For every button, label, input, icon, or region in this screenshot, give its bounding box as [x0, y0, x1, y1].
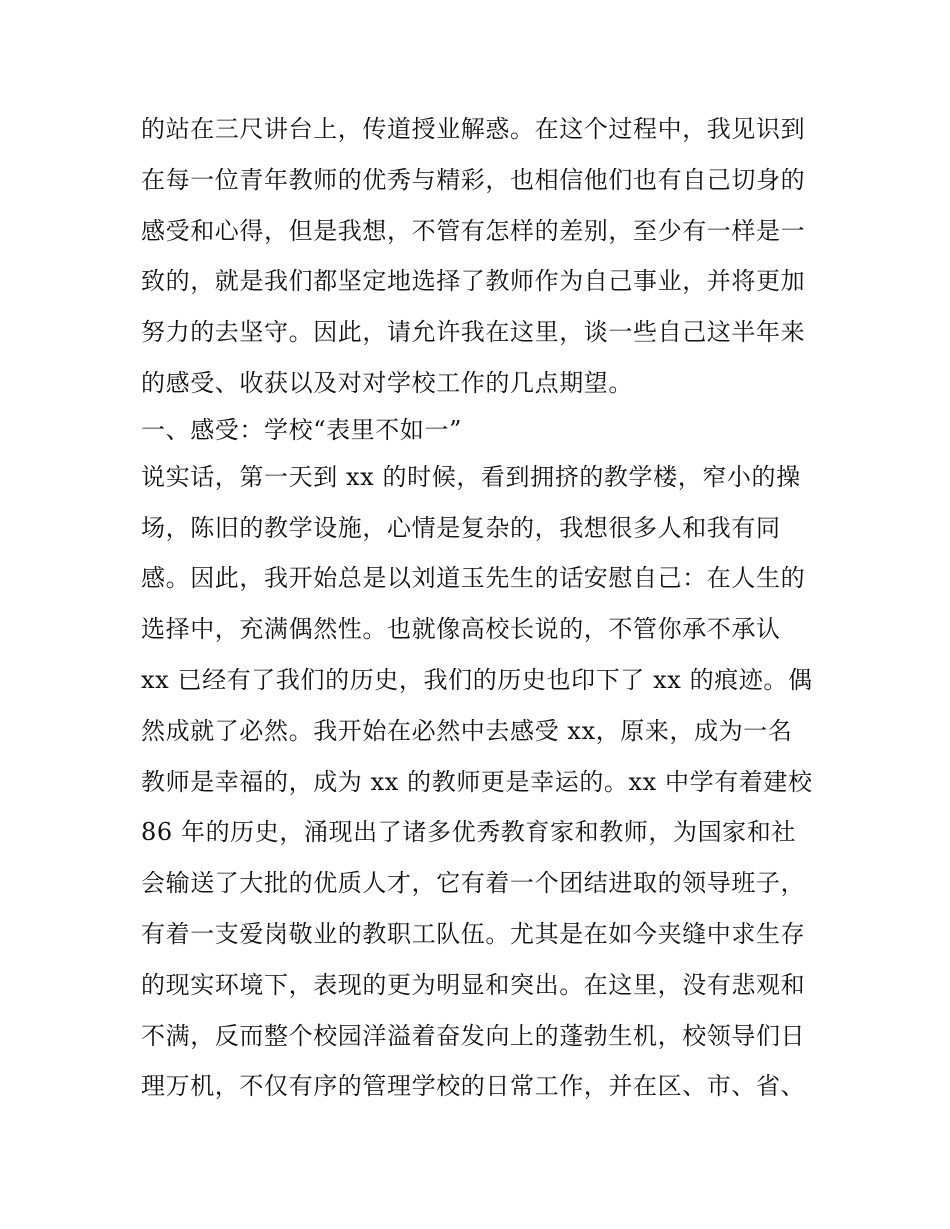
text-line: 教师是幸福的，成为 xx 的教师更是幸运的。xx 中学有着建校 [141, 767, 813, 796]
text-line: 会输送了大批的优质人才，它有着一个团结进取的领导班子， [141, 869, 806, 898]
text-line: 不满，反而整个校园洋溢着奋发向上的蓬勃生机，校领导们日 [141, 1021, 806, 1050]
text-line: 选择中，充满偶然性。也就像高校长说的，不管你承不承认 [141, 615, 781, 644]
text-line: xx 已经有了我们的历史，我们的历史也印下了 xx 的痕迹。偶 [141, 665, 813, 694]
text-line: 的感受、收获以及对对学校工作的几点期望。 [141, 368, 633, 397]
text-line: 场，陈旧的教学设施，心情是复杂的，我想很多人和我有同 [141, 513, 781, 542]
text-line: 然成就了必然。我开始在必然中去感受 xx，原来，成为一名 [141, 716, 793, 745]
text-line: 有着一支爱岗敬业的教职工队伍。尤其是在如今夹缝中求生存 [141, 919, 806, 948]
text-line: 理万机，不仅有序的管理学校的日常工作，并在区、市、省、 [141, 1072, 806, 1101]
text-line: 的现实环境下，表现的更为明显和突出。在这里，没有悲观和 [141, 970, 806, 999]
text-line: 在每一位青年教师的优秀与精彩，也相信他们也有自己切身的 [141, 165, 806, 194]
text-line: 致的，就是我们都坚定地选择了教师作为自己事业，并将更加 [141, 267, 806, 296]
text-line: 感。因此，我开始总是以刘道玉先生的话安慰自己：在人生的 [141, 564, 806, 593]
text-line: 感受和心得，但是我想，不管有怎样的差别，至少有一样是一 [141, 216, 806, 245]
text-line: 说实话，第一天到 xx 的时候，看到拥挤的教学楼，窄小的操 [141, 462, 801, 491]
body-text [141, 104, 821, 1112]
text-line: 努力的去坚守。因此，请允许我在这里，谈一些自己这半年来 [141, 318, 806, 347]
text-line: 86 年的历史，涌现出了诸多优秀教育家和教师，为国家和社 [141, 818, 796, 847]
section-heading: 一、感受：学校“表里不如一” [141, 415, 462, 444]
text-line: 的站在三尺讲台上，传道授业解惑。在这个过程中，我见识到 [141, 115, 806, 143]
